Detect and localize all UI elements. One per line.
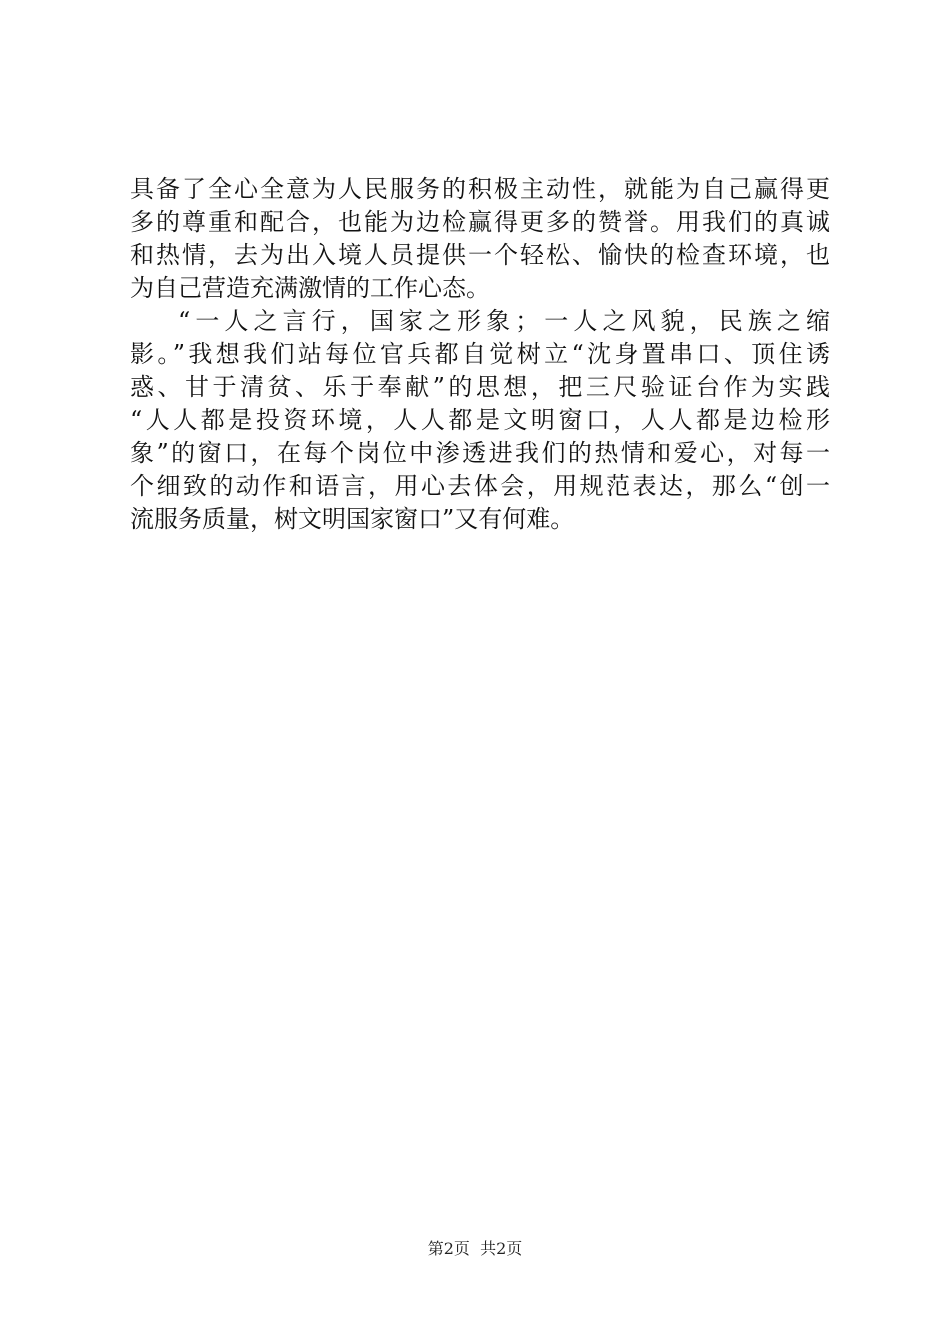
paragraph-1-line-2: 多的尊重和配合，也能为边检赢得更多的赞誉。用我们的真诚 (130, 208, 830, 236)
paragraph-1-line-1: 具备了全心全意为人民服务的积极主动性，就能为自己赢得更 (130, 175, 830, 203)
body-text (130, 173, 830, 536)
paragraph-1-line-3: 和热情，去为出入境人员提供一个轻松、愉快的检查环境，也 (130, 241, 830, 269)
paragraph-2-line-4: “人人都是投资环境，人人都是文明窗口，人人都是边检形 (130, 406, 830, 434)
paragraph-2-line-5: 象”的窗口，在每个岗位中渗透进我们的热情和爱心，对每一 (130, 439, 830, 467)
paragraph-1-line-4: 为自己营造充满激情的工作心态。 (130, 274, 490, 302)
paragraph-2-line-6: 个细致的动作和语言，用心去体会，用规范表达，那么“创一 (130, 472, 830, 500)
paragraph-2-line-1: “一人之言行，国家之形象；一人之风貌，民族之缩 (178, 307, 830, 335)
paragraph-2-line-2: 影。”我想我们站每位官兵都自觉树立“沈身置串口、顶住诱 (130, 340, 830, 368)
page-number-label: 第2页 共2页 (427, 1239, 523, 1258)
page-footer (0, 1239, 950, 1259)
paragraph-2-line-3: 惑、甘于清贫、乐于奉献”的思想，把三尺验证台作为实践 (130, 373, 830, 401)
paragraph-2-line-7: 流服务质量，树文明国家窗口”又有何难。 (130, 505, 575, 533)
